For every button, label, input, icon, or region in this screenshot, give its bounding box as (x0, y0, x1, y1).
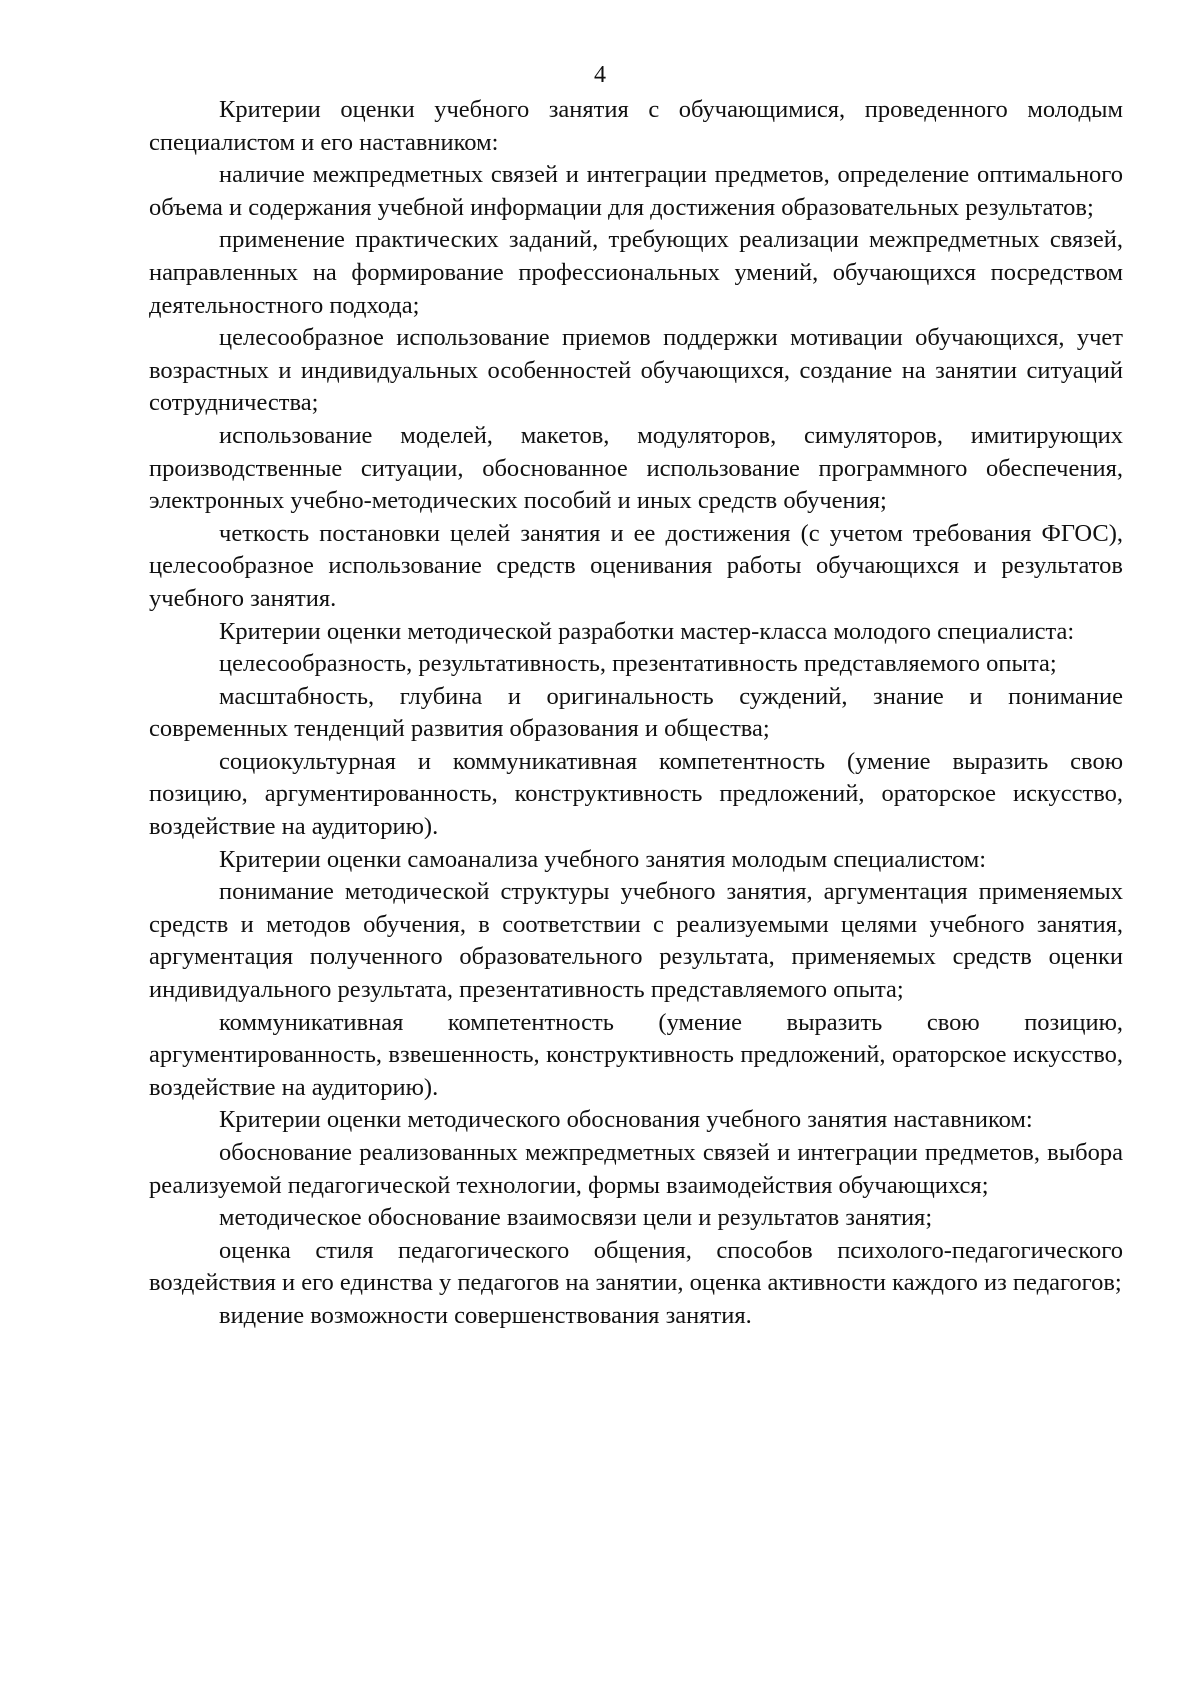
list-item: обоснование реализованных межпредметных связей и интеграции предметов, выбора реализуемой педагогической технологии, формы взаимодействия обучающихся; (149, 1139, 1123, 1199)
list-item: масштабность, глубина и оригинальность суждений, знание и понимание современных тенденций развития образования и общества; (149, 682, 1123, 743)
criteria-heading-selfanalysis: Критерии оценки самоанализа учебного занятия молодым специалистом: (219, 845, 987, 873)
list-item: оценка стиля педагогического общения, способов психолого-педагогического воздействия и его единства у педагогов на занятии, оценка активности каждого из педагогов; (149, 1236, 1123, 1297)
document-body (149, 94, 1123, 1333)
list-item: целесообразность, результативность, презентативность представляемого опыта; (219, 650, 1057, 678)
list-item: понимание методической структуры учебного занятия, аргументация применяемых средств и методов обучения, в соответствии с реализуемыми целями учебного занятия, аргументация полученного образовательного результата, применяемых средств оценки индивидуального результата, презентативность представляемого опыта; (149, 878, 1123, 1004)
list-item: наличие межпредметных связей и интеграции предметов, определение оптимального объема и содержания учебной информации для достижения образовательных результатов; (149, 161, 1123, 221)
page-number: 4 (594, 62, 606, 88)
list-item: четкость постановки целей занятия и ее достижения (с учетом требования ФГОС), целесообразное использование средств оценивания работы обучающихся и результатов учебного занятия. (149, 519, 1123, 612)
criteria-heading-mentor: Критерии оценки методического обоснования учебного занятия наставником: (219, 1106, 1033, 1134)
list-item: социокультурная и коммуникативная компетентность (умение выразить свою позицию, аргументированность, конструктивность предложений, ораторское искусство, воздействие на аудиторию). (149, 747, 1123, 841)
list-item: коммуникативная компетентность (умение выразить свою позицию, аргументированность, взвешенность, конструктивность предложений, ораторское искусство, воздействие на аудиторию). (149, 1008, 1123, 1101)
criteria-heading-masterclass: Критерии оценки методической разработки мастер-класса молодого специалиста: (219, 617, 1075, 645)
list-item: целесообразное использование приемов поддержки мотивации обучающихся, учет возрастных и индивидуальных особенностей обучающихся, создание на занятии ситуаций сотрудничества; (149, 324, 1123, 417)
list-item: методическое обоснование взаимосвязи цели и результатов занятия; (219, 1204, 933, 1232)
list-item: применение практических заданий, требующих реализации межпредметных связей, направленных на формирование профессиональных умений, обучающихся посредством деятельностного подхода; (149, 226, 1123, 319)
list-item: использование моделей, макетов, модуляторов, симуляторов, имитирующих производственные ситуации, обоснованное использование программного обеспечения, электронных учебно-методических пособий и иных средств обучения; (149, 421, 1123, 515)
criteria-heading-lesson: Критерии оценки учебного занятия с обучающимися, проведенного молодым специалистом и его наставником: (149, 96, 1123, 156)
list-item: видение возможности совершенствования занятия. (219, 1301, 752, 1329)
